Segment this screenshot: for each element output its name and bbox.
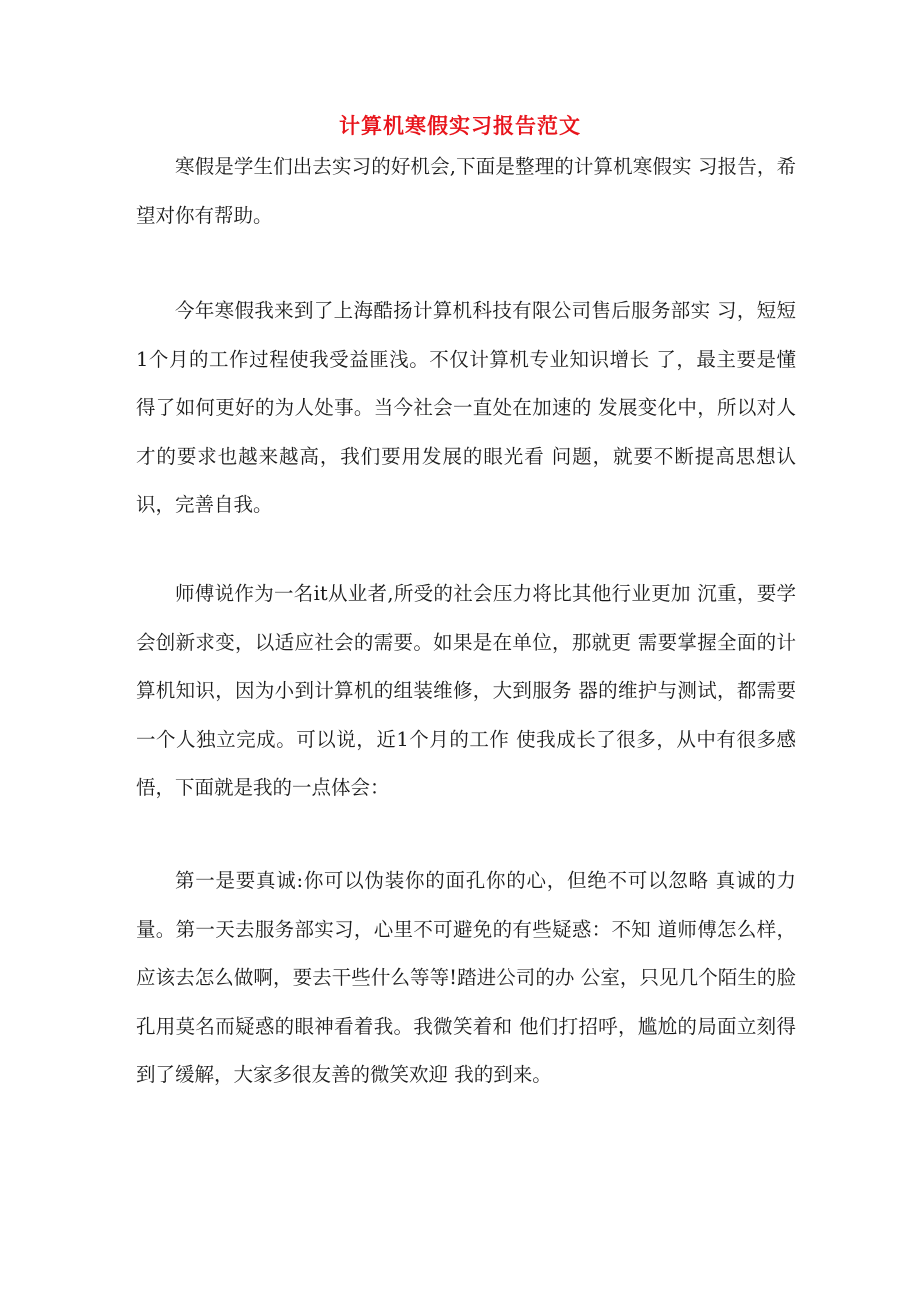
paragraph-internship: 今年寒假我来到了上海酷扬计算机科技有限公司售后服务部实 习，短短1个月的工作过程使我受益匪浅。不仅计算机专业知识增长 了，最主要是懂得了如何更好的为人处事。当今社会一直处在加速的 发展变化中，所以对人才的要求也越来越高，我们要用发展的眼光看 问题，就要不断提高思想认识，完善自我。 bbox=[136, 299, 796, 516]
document-title: 计算机寒假实习报告范文 bbox=[339, 113, 581, 139]
paragraph-mentor: 师傅说作为一名it从业者,所受的社会压力将比其他行业更加 沉重，要学会创新求变，以适应社会的需要。如果是在单位，那就更 需要掌握全面的计算机知识，因为小到计算机的组装维修，大到服务 器的维护与测试，都需要一个人独立完成。可以说，近1个月的工作 使我成长了很多，从中有很多感悟，下面就是我的一点体会： bbox=[136, 582, 796, 799]
paragraph-intro: 寒假是学生们出去实习的好机会,下面是整理的计算机寒假实 习报告，希望对你有帮助。 bbox=[136, 155, 796, 227]
paragraph-sincerity: 第一是要真诚:你可以伪装你的面孔你的心，但绝不可以忽略 真诚的力量。第一天去服务部实习，心里不可避免的有些疑惑：不知 道师傅怎么样，应该去怎么做啊，要去干些什么等等!踏进公司的办 公室，只见几个陌生的脸孔用莫名而疑惑的眼神看着我。我微笑着和 他们打招呼，尴尬的局面立刻得到了缓解，大家多很友善的微笑欢迎 我的到来。 bbox=[136, 869, 796, 1086]
